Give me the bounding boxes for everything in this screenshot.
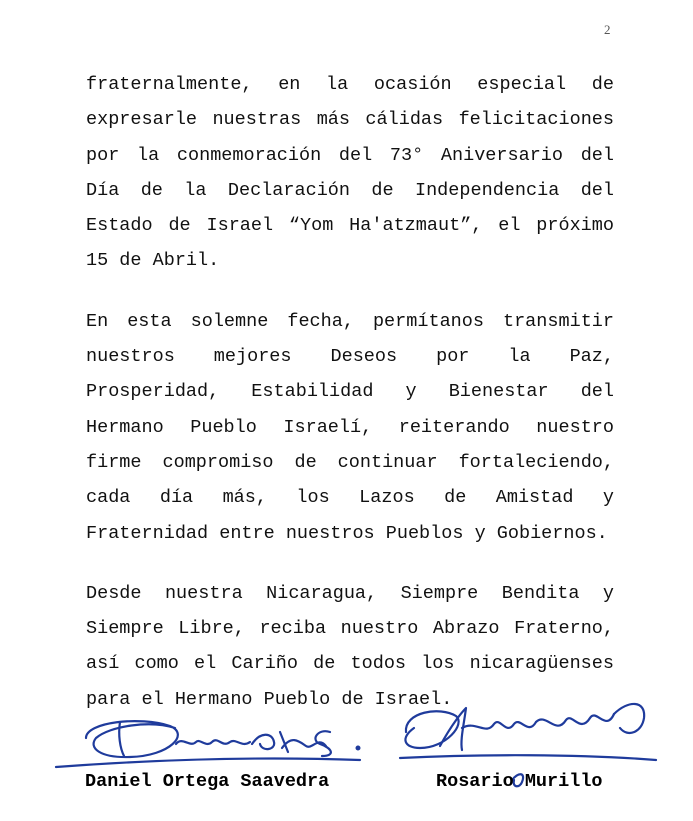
signer-name-2: Rosario Murillo	[436, 771, 603, 792]
paragraph-1: fraternalmente, en la ocasión especial de expresarle nuestras más cálidas felicitaciones por la conmemoración del 73° Aniversario del Día de la Declaración de Independencia del Estado de Israel “Yom Ha'atzmaut”, el próximo 15 de Abril.	[86, 74, 614, 272]
signer-name-1: Daniel Ortega Saavedra	[85, 771, 330, 792]
paragraph-2: En esta solemne fecha, permítanos transmitir nuestros mejores Deseos por la Paz, Prosperidad, Estabilidad y Bienestar del Hermano Pueblo Israelí, reiterando nuestro firme compromiso de continuar fortaleciendo, cada día más, los Lazos de Amistad y Fraternidad entre nuestros Pueblos y Gobiernos.	[86, 310, 614, 544]
signature-daniel-ortega	[56, 721, 360, 767]
paragraph-3: Desde nuestra Nicaragua, Siempre Bendita y Siempre Libre, reciba nuestro Abrazo Fraterno, así como el Cariño de todos los nicaragüenses para el Hermano Pueblo de Israel.	[86, 582, 614, 710]
page-number: 2	[604, 22, 611, 37]
